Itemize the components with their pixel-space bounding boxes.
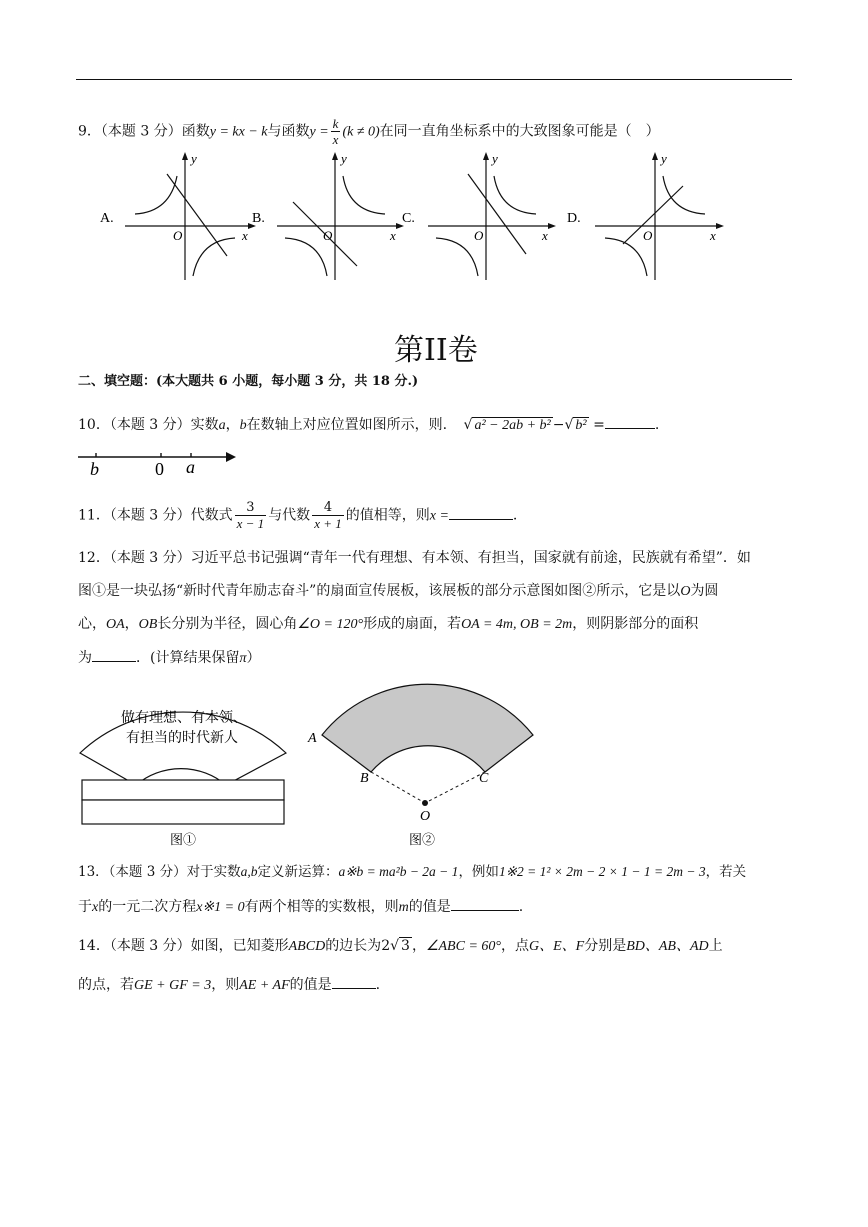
y-axis-arrow bbox=[652, 152, 658, 160]
question-score: （本题 3 分） bbox=[109, 417, 191, 433]
asked-expr: AE + AF bbox=[239, 978, 290, 993]
x-axis-label: x bbox=[390, 228, 396, 243]
q12-text: 为 bbox=[78, 650, 92, 666]
q14-text: ， bbox=[411, 938, 426, 954]
numberline-zero: 0 bbox=[155, 459, 164, 479]
q13-text: ，若关 bbox=[705, 864, 747, 880]
radicand-2: b² bbox=[575, 418, 587, 433]
question-11 bbox=[78, 500, 517, 531]
q14-text: 上 bbox=[708, 938, 723, 954]
side-radicand: 3 bbox=[401, 938, 410, 954]
y-axis-arrow bbox=[483, 152, 489, 160]
q12-line-4 bbox=[78, 647, 260, 669]
figure-2-sector bbox=[305, 680, 545, 848]
var-a: a bbox=[218, 418, 226, 433]
q13-line-2 bbox=[78, 896, 523, 918]
q9-condition: (k ≠ 0) bbox=[342, 124, 380, 140]
q13-text: 13．（本题 3 分）对于实数 bbox=[78, 864, 241, 880]
operation-def: a※b = ma²b − 2a − 1 bbox=[338, 864, 459, 879]
question-number: 9． bbox=[78, 123, 101, 140]
q11-text: 与代数 bbox=[268, 507, 311, 524]
q9-function-2: y = bbox=[309, 124, 329, 140]
numerator: k bbox=[332, 116, 339, 131]
q10-text: 在数轴上对应位置如图所示，则. bbox=[246, 417, 448, 433]
q9-fraction bbox=[331, 116, 341, 147]
var-oa: OA bbox=[106, 617, 125, 632]
denominator: x + 1 bbox=[314, 516, 342, 531]
hyperbola-branch bbox=[343, 176, 385, 214]
fig1-caption: 图① bbox=[170, 833, 197, 848]
x-axis-label: x bbox=[242, 228, 248, 243]
rhombus-name: ABCD bbox=[288, 939, 326, 954]
radicand-1: a² − 2ab + b² bbox=[474, 418, 551, 433]
hyperbola-branch bbox=[605, 238, 647, 276]
q11-text: 的值相等，则 bbox=[345, 507, 430, 524]
equals-sign: = bbox=[593, 417, 605, 433]
q9-option-graphs bbox=[0, 150, 868, 320]
sqrt-symbol: √ bbox=[390, 938, 400, 954]
fig2-label-o: O bbox=[420, 809, 431, 824]
y-axis-arrow bbox=[332, 152, 338, 160]
q14-text: 的边长为 bbox=[325, 938, 382, 954]
q9-text: 在同一直角坐标系中的大致图象可能是（ ） bbox=[379, 123, 660, 140]
x-axis-label: x bbox=[710, 228, 716, 243]
q13-text: 定义新运算： bbox=[257, 864, 339, 880]
hyperbola-branch bbox=[663, 176, 705, 214]
section-heading: 二、填空题：(本大题共 6 小题，每小题 3 分，共 18 分.) bbox=[78, 374, 419, 389]
fig1-slogan-line2: 有担当的时代新人 bbox=[126, 730, 238, 746]
q13-text: 的一元二次方程 bbox=[98, 899, 197, 915]
answer-blank[interactable] bbox=[449, 505, 513, 520]
denominator: x − 1 bbox=[236, 516, 265, 531]
fig2-label-b: B bbox=[360, 771, 369, 786]
pi-symbol: π bbox=[239, 651, 247, 666]
q12-text: 形成的扇面，若 bbox=[363, 616, 462, 632]
given-values: OA = 4m, OB = 2m bbox=[461, 617, 573, 632]
x-axis-label: x bbox=[542, 228, 548, 243]
q14-line-1 bbox=[78, 936, 723, 957]
q14-text: 的值是 bbox=[289, 977, 332, 993]
q11-text: 代数式 bbox=[190, 507, 233, 524]
var-m: m bbox=[398, 900, 409, 915]
var-x: x bbox=[92, 900, 99, 915]
var-b: b bbox=[239, 418, 247, 433]
question-score: （本题 3 分） bbox=[109, 507, 191, 524]
option-graph-d[interactable] bbox=[567, 151, 724, 280]
question-10 bbox=[78, 414, 659, 436]
origin-label: O bbox=[173, 228, 183, 243]
numberline-b: b bbox=[90, 459, 99, 479]
question-9 bbox=[78, 116, 660, 147]
q12-text: 图①是一块弘扬“新时代青年励志奋斗”的扇面宣传展板，该展板的部分示意图如图②所示，它是以 bbox=[78, 583, 681, 599]
q12-text: ．(计算结果保留 bbox=[136, 650, 240, 666]
q14-text: 分别是 bbox=[584, 938, 627, 954]
q11-fraction-2 bbox=[312, 500, 344, 531]
q12-text: 长分别为半径，圆心角 bbox=[157, 616, 298, 632]
q12-text: ，则阴影部分的面积 bbox=[572, 616, 699, 632]
question-number: 10． bbox=[78, 417, 110, 433]
equation: x※1 = 0 bbox=[196, 900, 245, 915]
question-number: 11． bbox=[78, 507, 110, 524]
numerator: 4 bbox=[312, 500, 344, 516]
answer-blank[interactable] bbox=[92, 647, 136, 662]
numberline-a: a bbox=[186, 457, 195, 477]
answer-lhs: x = bbox=[429, 508, 449, 524]
question-score: （本题 3 分） bbox=[100, 123, 182, 140]
q10-text: 实数 bbox=[190, 417, 219, 433]
q13-text: ，例如 bbox=[458, 864, 499, 880]
hyperbola-branch bbox=[193, 238, 235, 276]
q13-text: 于 bbox=[78, 899, 92, 915]
answer-blank[interactable] bbox=[332, 974, 376, 989]
y-axis-label: y bbox=[492, 151, 498, 166]
q12-text: ） bbox=[246, 650, 261, 666]
y-axis-arrow bbox=[182, 152, 188, 160]
hyperbola-branch bbox=[135, 176, 177, 214]
q14-text: 的点，若 bbox=[78, 977, 134, 993]
answer-blank[interactable] bbox=[605, 414, 655, 429]
sqrt-symbol: √ bbox=[564, 417, 574, 433]
option-graph-a[interactable] bbox=[100, 151, 256, 280]
var-ob: OB bbox=[138, 617, 158, 632]
option-graph-c[interactable] bbox=[402, 151, 556, 280]
operation-example: 1※2 = 1² × 2m − 2 × 1 − 1 = 2m − 3 bbox=[498, 864, 706, 879]
fig2-label-c: C bbox=[479, 771, 489, 786]
q12-text: ， bbox=[124, 616, 139, 632]
hyperbola-branch bbox=[285, 238, 327, 276]
option-label: C. bbox=[402, 211, 415, 226]
q14-line-2 bbox=[78, 974, 380, 996]
denominator: x bbox=[332, 132, 339, 147]
option-label: A. bbox=[100, 211, 114, 226]
angle-expr: ∠O = 120° bbox=[297, 617, 364, 632]
section-title: 第II卷 bbox=[394, 333, 478, 368]
fig2-label-a: A bbox=[308, 731, 317, 746]
points: G、E、F bbox=[529, 939, 585, 954]
q12-line-3 bbox=[78, 614, 698, 635]
condition: GE + GF = 3 bbox=[134, 978, 212, 993]
hyperbola-branch bbox=[436, 238, 478, 276]
q14-text: 14．（本题 3 分）如图，已知菱形 bbox=[78, 938, 289, 954]
hyperbola-branch bbox=[494, 176, 536, 214]
y-axis-label: y bbox=[341, 151, 347, 166]
minus-sign: − bbox=[552, 417, 565, 433]
q11-fraction-1 bbox=[235, 500, 267, 531]
option-label: B. bbox=[252, 211, 265, 226]
option-label: D. bbox=[567, 211, 581, 226]
q14-text: ，则 bbox=[211, 977, 240, 993]
fig1-slogan-line1: 做有理想、有本领、 bbox=[121, 710, 247, 726]
x-axis-arrow bbox=[548, 223, 556, 229]
q9-function-1: y = kx − k bbox=[209, 124, 268, 140]
q12-text: 为圆 bbox=[690, 583, 719, 599]
number-line bbox=[76, 443, 276, 483]
angle-expr: ∠ABC = 60° bbox=[425, 939, 501, 954]
end-mark: . bbox=[512, 507, 518, 524]
q9-text: 函数 bbox=[181, 123, 210, 140]
linear-function-line bbox=[293, 202, 357, 266]
side-coefficient: 2 bbox=[381, 938, 391, 954]
y-axis-label: y bbox=[661, 151, 667, 166]
q13-text: 有两个相等的实数根，则 bbox=[244, 899, 399, 915]
end-mark: . bbox=[518, 899, 524, 915]
answer-blank[interactable] bbox=[451, 896, 519, 911]
origin-label: O bbox=[474, 228, 484, 243]
q10-text: ， bbox=[225, 417, 240, 433]
header-rule bbox=[76, 79, 792, 80]
origin-label: O bbox=[323, 228, 333, 243]
q14-text: ，点 bbox=[501, 938, 529, 954]
linear-function-line bbox=[167, 174, 227, 256]
q12-text: 心， bbox=[78, 616, 106, 632]
end-mark: . bbox=[654, 417, 660, 433]
q12-line-2 bbox=[78, 581, 718, 602]
numerator: 3 bbox=[235, 500, 267, 516]
y-axis-label: y bbox=[191, 151, 197, 166]
q13-text: 的值是 bbox=[408, 899, 451, 915]
option-graph-b[interactable] bbox=[252, 151, 404, 280]
var-o: O bbox=[680, 584, 691, 599]
sqrt-symbol: √ bbox=[463, 417, 473, 433]
x-axis-arrow bbox=[716, 223, 724, 229]
end-mark: . bbox=[375, 977, 381, 993]
vars: a,b bbox=[240, 864, 258, 879]
fig2-caption: 图② bbox=[409, 833, 436, 848]
origin-label: O bbox=[643, 228, 653, 243]
segments: BD、AB、AD bbox=[626, 939, 709, 954]
linear-function-line bbox=[623, 186, 683, 244]
figure-1-fan-board bbox=[78, 688, 298, 848]
q12-line-1: 12．（本题 3 分）习近平总书记强调“青年一代有理想、有本领、有担当，国家就有前途，民族就有希望”．如 bbox=[78, 550, 751, 566]
q13-line-1 bbox=[78, 862, 746, 882]
q9-text: 与函数 bbox=[267, 123, 310, 140]
